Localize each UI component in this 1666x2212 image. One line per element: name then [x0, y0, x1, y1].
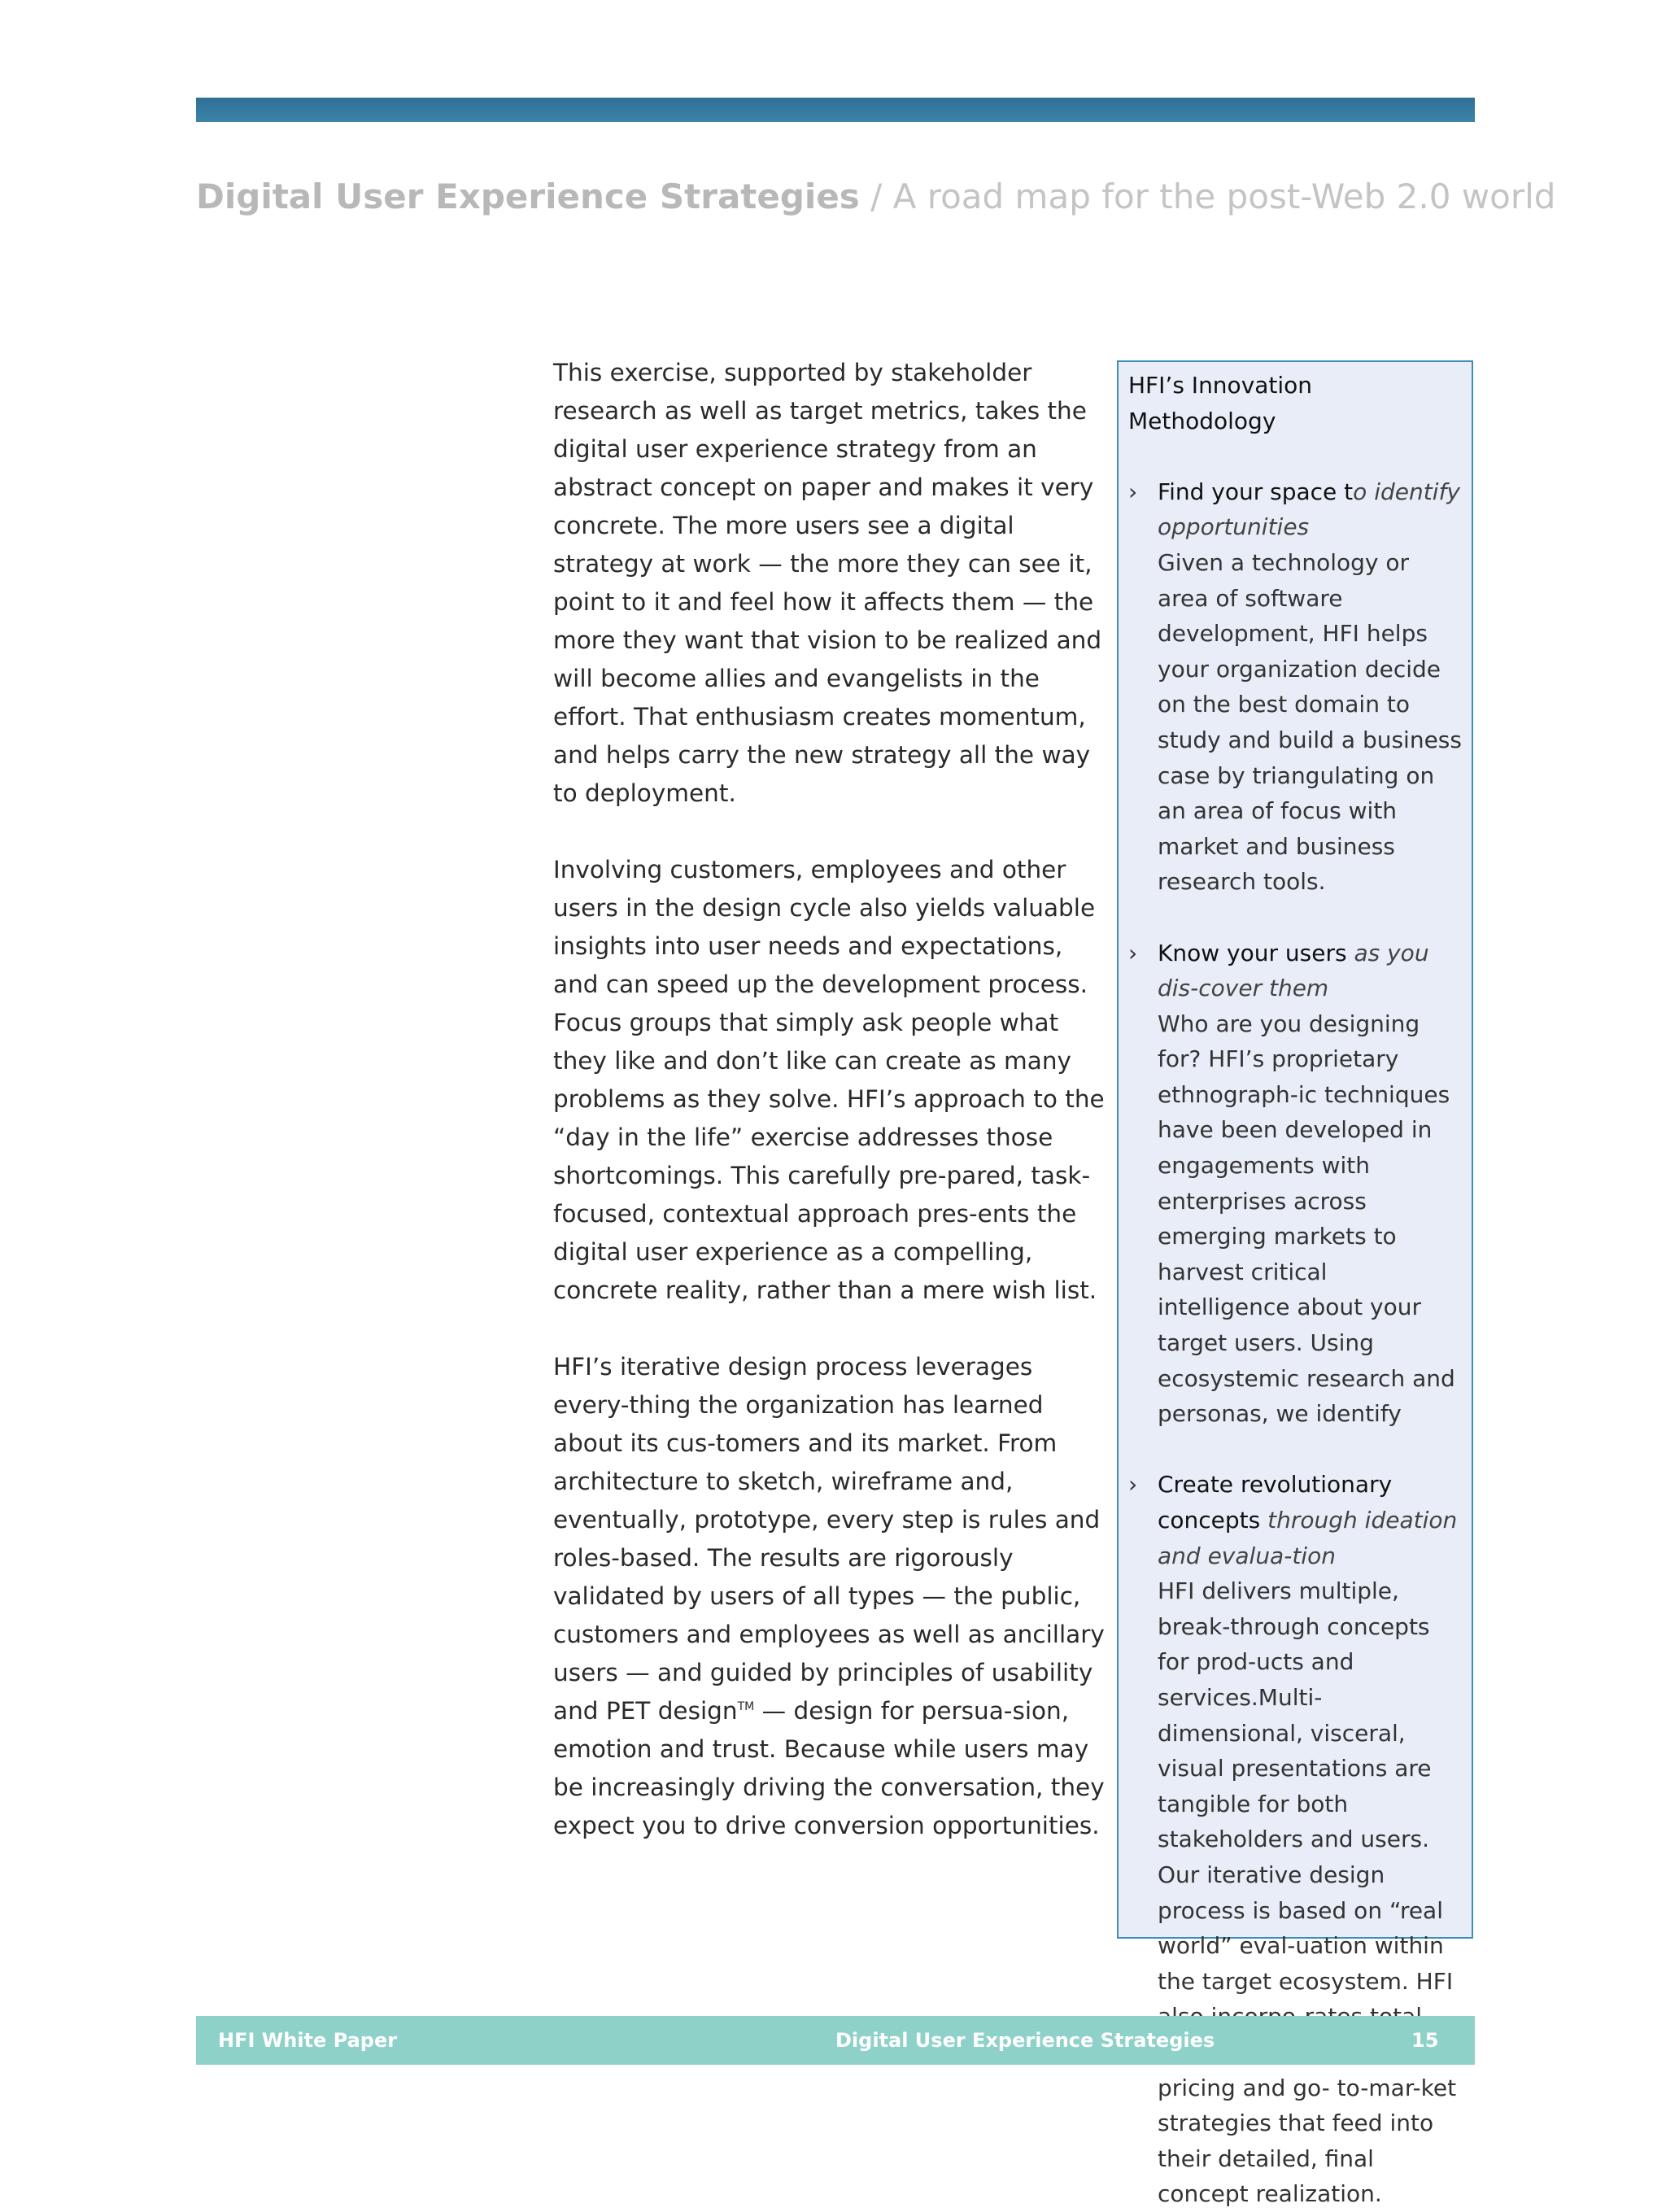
sidebar-item-know-users: [1128, 936, 1463, 1432]
paragraph-3-part-a: HFI’s iterative design process leverages every-thing the organization has learned about its cus-tomers and its market. From architecture to sketch, wireframe and, eventually, prototype, every step is rules and roles-based. The results are rigorously validated by users of all types — the public, customers and employees as well as ancillary users — and guided by principles of usability and PET design: [553, 1353, 1105, 1725]
sidebar-item-heading: Create revolutionary concepts: [1158, 1471, 1393, 1534]
header-accent-bar: [196, 98, 1475, 122]
footer-title: Digital User Experience Strategies: [835, 2029, 1215, 2052]
trademark-mark: TM: [737, 1700, 755, 1714]
sidebar-item-body: Who are you designing for? HFI’s proprietary ethnograph-ic techniques have been developed in engagements with enterprises across emerging markets to harvest critical intelligence about your target users. Using ecosystemic research and personas, we identify: [1158, 1010, 1455, 1428]
paragraph-3: [553, 1348, 1106, 1845]
sidebar-item-subheading: as you dis-cover them: [1158, 939, 1429, 1002]
sidebar-item-create-concepts: [1128, 1467, 1463, 2211]
paragraph-1: This exercise, supported by stakeholder research as well as target metrics, takes the digital user experience strategy from an abstract concept on paper and makes it very concrete. The more users see a digital strategy at work — the more they can see it, point to it and feel how it affects them — the more they want that vision to be realized and will become allies and evangelists in the effort. That enthusiasm creates momentum, and helps carry the new strategy all the way to deployment.: [553, 359, 1102, 807]
page-footer: [196, 2016, 1475, 2065]
sidebar-item-body: Given a technology or area of software development, HFI helps your organization decide on the best domain to study and build a business case by triangulating on an area of focus with market and business research tools.: [1158, 548, 1462, 896]
paragraph-2: Involving customers, employees and other users in the design cycle also yields valuable insights into user needs and expectations, and can speed up the development process. Focus groups that simply ask people what they like and don’t like can create as many problems as they solve. HFI’s approach to the “day in the life” exercise addresses those shortcomings. This carefully pre-pared, task-focused, contextual approach pres-ents the digital user experience as a compelling, concrete reality, rather than a mere wish list.: [553, 856, 1105, 1304]
chevron-right-icon: ›: [1128, 939, 1138, 966]
footer-publication: HFI White Paper: [218, 2029, 398, 2052]
chevron-right-icon: ›: [1128, 478, 1138, 505]
sidebar-item-heading: Know your users: [1158, 939, 1354, 966]
page-number: 15: [1411, 2029, 1439, 2052]
chevron-right-icon: ›: [1128, 1471, 1138, 1499]
page-title: [196, 171, 1555, 223]
sidebar-item-subheading: o identify opportunities: [1158, 478, 1460, 541]
paragraph-3-part-b: — design for persua-sion, emotion and trust. Because while users may be increasingly driving the conversation, they expect you to drive conversion opportunities.: [553, 1697, 1105, 1839]
sidebar-title: HFI’s Innovation Methodology: [1128, 372, 1313, 434]
sidebar-item-heading: Find your space t: [1158, 478, 1354, 505]
sidebar-item-subheading: through ideation and evalua-tion: [1158, 1507, 1458, 1569]
title-subtitle: A road map for the post-Web 2.0 world: [892, 177, 1556, 216]
title-main: Digital User Experience Strategies: [196, 177, 860, 216]
sidebar-item-find-space: [1128, 474, 1463, 900]
title-separator: /: [859, 177, 893, 216]
sidebar-item-body: HFI delivers multiple, break-through concepts for prod-ucts and services.Multi-dimensional, visceral, visual presentations are tangible for both stakeholders and users. Our iterative design process is based on “real world” eval-uation within the target ecosystem. HFI pricing and go- to-mar-ket strategies that feed into their detailed, final concept realization.: [1158, 1577, 1457, 2208]
main-text-column: [553, 354, 1106, 1883]
